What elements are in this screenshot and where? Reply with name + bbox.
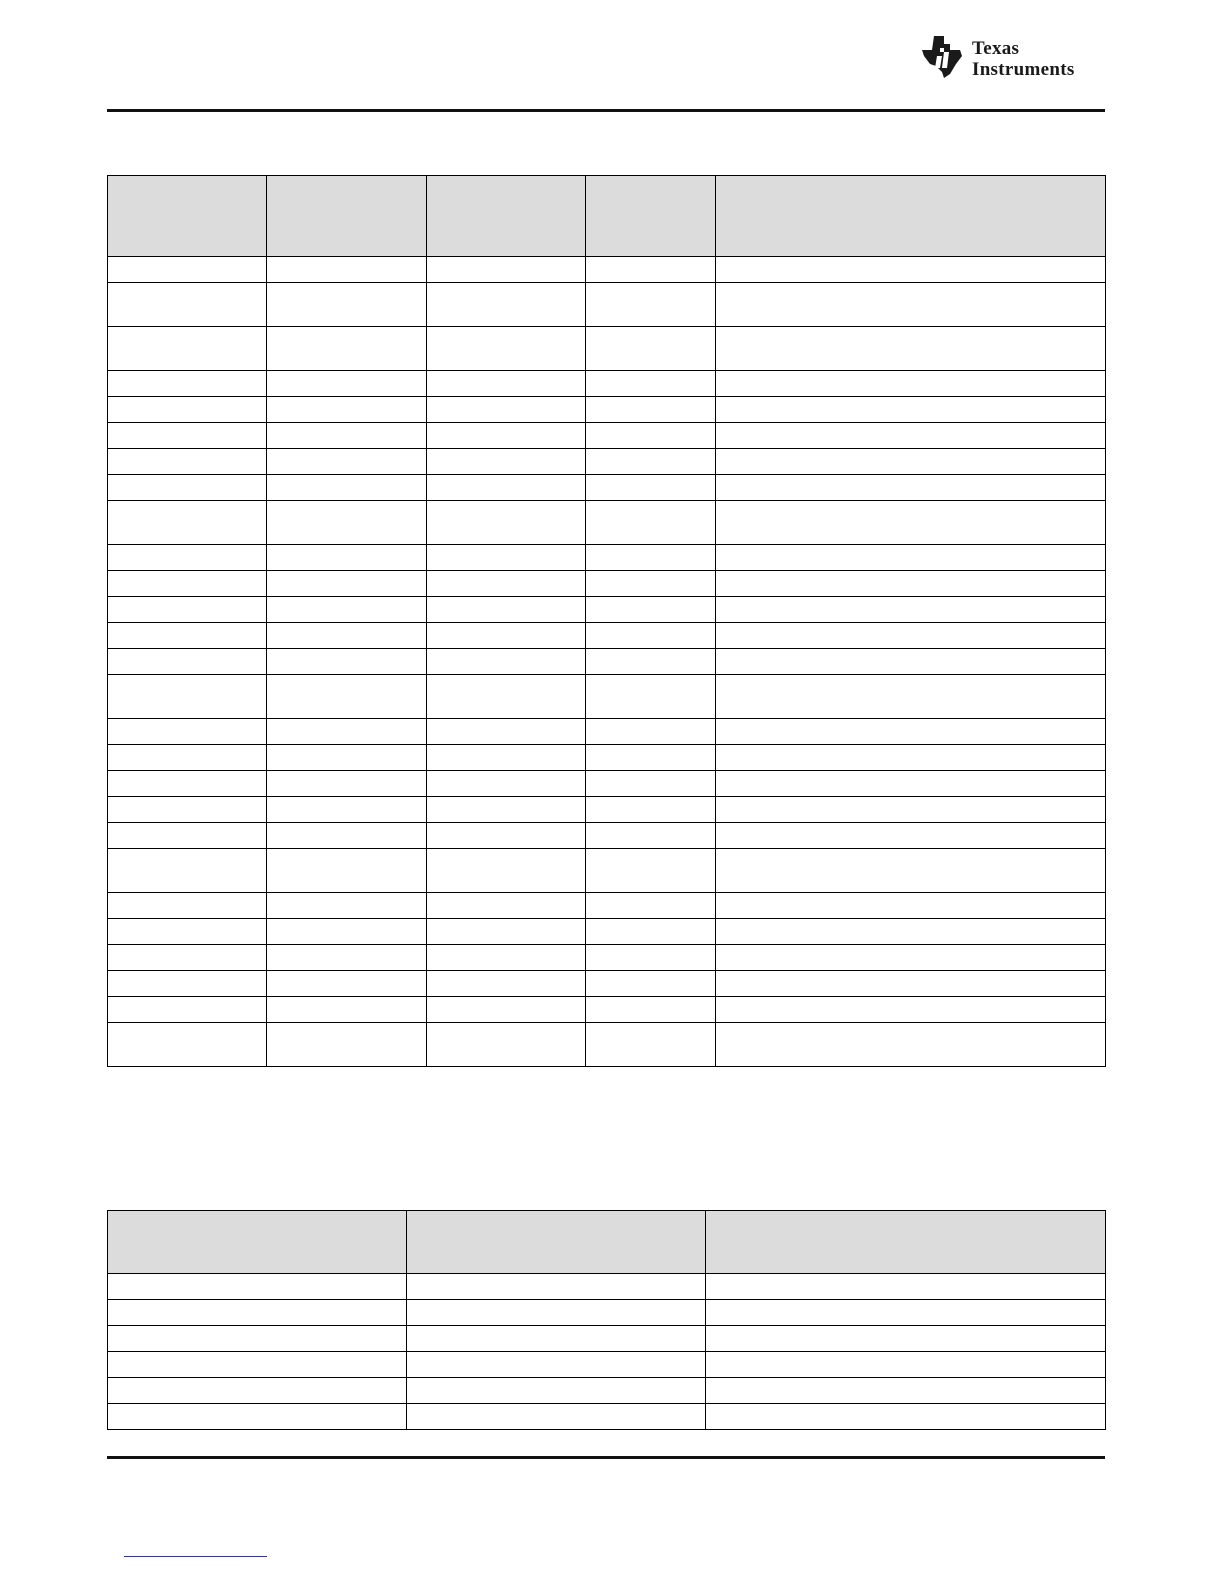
table-cell: [267, 893, 427, 919]
table-cell: [267, 501, 427, 545]
table-cell: [407, 1274, 706, 1300]
table-cell: [586, 623, 716, 649]
table-cell: [716, 919, 1106, 945]
table-row: [108, 1404, 1106, 1430]
table-cell: [267, 745, 427, 771]
table-cell: [586, 501, 716, 545]
table-cell: [716, 449, 1106, 475]
table-row: [108, 1378, 1106, 1404]
table-cell: [586, 797, 716, 823]
table-header-row: [108, 1211, 1106, 1274]
table-cell: [108, 919, 267, 945]
table-cell: [586, 919, 716, 945]
table-row: [108, 501, 1106, 545]
table-row: [108, 283, 1106, 327]
table-cell: [586, 971, 716, 997]
table-cell: [267, 423, 427, 449]
table-cell: [427, 397, 586, 423]
table-cell: [716, 797, 1106, 823]
table-cell: [108, 893, 267, 919]
table-cell: [267, 919, 427, 945]
table-cell: [716, 945, 1106, 971]
table-cell: [108, 257, 267, 283]
column-header: [108, 176, 267, 257]
table-row: [108, 597, 1106, 623]
table-cell: [267, 997, 427, 1023]
table-cell: [267, 849, 427, 893]
table-cell: [108, 597, 267, 623]
table-cell: [427, 327, 586, 371]
table-cell: [586, 823, 716, 849]
table-cell: [427, 283, 586, 327]
table-cell: [267, 597, 427, 623]
table-cell: [427, 719, 586, 745]
table-cell: [267, 475, 427, 501]
table-cell: [716, 997, 1106, 1023]
table-cell: [108, 1326, 407, 1352]
table-row: [108, 475, 1106, 501]
table-cell: [586, 449, 716, 475]
column-header: [586, 176, 716, 257]
table-row: [108, 423, 1106, 449]
table-body: [108, 257, 1106, 1067]
table-cell: [586, 849, 716, 893]
table-cell: [586, 545, 716, 571]
column-header: [407, 1211, 706, 1274]
table-row: [108, 797, 1106, 823]
column-header: [706, 1211, 1106, 1274]
table-cell: [427, 449, 586, 475]
table-row: [108, 371, 1106, 397]
column-header: [108, 1211, 407, 1274]
table-cell: [108, 1023, 267, 1067]
table-row: [108, 893, 1106, 919]
table-cell: [427, 945, 586, 971]
table-cell: [716, 501, 1106, 545]
data-table-2: [107, 1210, 1106, 1430]
table-header-row: [108, 176, 1106, 257]
table-cell: [706, 1352, 1106, 1378]
table-cell: [267, 449, 427, 475]
table-row: [108, 449, 1106, 475]
table-cell: [108, 1404, 407, 1430]
table-cell: [586, 283, 716, 327]
table-cell: [108, 501, 267, 545]
table-row: [108, 719, 1106, 745]
table-cell: [427, 571, 586, 597]
table-cell: [716, 893, 1106, 919]
table-row: [108, 771, 1106, 797]
table-cell: [427, 797, 586, 823]
table-cell: [108, 397, 267, 423]
table-cell: [108, 649, 267, 675]
table-cell: [427, 971, 586, 997]
table-body: [108, 1274, 1106, 1430]
table-cell: [586, 771, 716, 797]
table-cell: [267, 797, 427, 823]
table-cell: [716, 771, 1106, 797]
table-row: [108, 257, 1106, 283]
table-cell: [108, 623, 267, 649]
table-cell: [586, 597, 716, 623]
table-cell: [586, 571, 716, 597]
table-cell: [716, 745, 1106, 771]
table-row: [108, 1352, 1106, 1378]
table-row: [108, 745, 1106, 771]
table-cell: [427, 823, 586, 849]
table-cell: [267, 283, 427, 327]
table-cell: [108, 475, 267, 501]
table-cell: [267, 649, 427, 675]
table-cell: [427, 501, 586, 545]
table-cell: [108, 283, 267, 327]
table-row: [108, 823, 1106, 849]
table-cell: [427, 423, 586, 449]
ti-state-icon: [920, 34, 966, 80]
table-cell: [706, 1404, 1106, 1430]
table-cell: [716, 545, 1106, 571]
table-cell: [716, 283, 1106, 327]
table-cell: [716, 571, 1106, 597]
table-cell: [108, 371, 267, 397]
logo-text-line1: Texas: [972, 38, 1020, 59]
table-cell: [108, 771, 267, 797]
table-cell: [716, 423, 1106, 449]
table-cell: [427, 545, 586, 571]
table-cell: [586, 649, 716, 675]
table-cell: [108, 997, 267, 1023]
table-cell: [108, 423, 267, 449]
table-cell: [407, 1378, 706, 1404]
table-cell: [267, 971, 427, 997]
table-row: [108, 945, 1106, 971]
table-cell: [407, 1300, 706, 1326]
table-row: [108, 649, 1106, 675]
table-cell: [108, 745, 267, 771]
table-cell: [108, 1352, 407, 1378]
table-cell: [108, 1300, 407, 1326]
table-cell: [407, 1326, 706, 1352]
table-cell: [716, 371, 1106, 397]
ti-logo: [920, 34, 1110, 82]
table-cell: [108, 1378, 407, 1404]
table-cell: [586, 397, 716, 423]
table-cell: [716, 597, 1106, 623]
table-row: [108, 571, 1106, 597]
table-cell: [267, 545, 427, 571]
table-cell: [706, 1378, 1106, 1404]
column-header: [427, 176, 586, 257]
footer-rule: [107, 1456, 1105, 1459]
table-cell: [586, 327, 716, 371]
table-cell: [586, 945, 716, 971]
table-cell: [427, 649, 586, 675]
column-header: [267, 176, 427, 257]
table-cell: [716, 623, 1106, 649]
table-cell: [267, 327, 427, 371]
table-cell: [108, 797, 267, 823]
table-row: [108, 327, 1106, 371]
table-cell: [427, 371, 586, 397]
table-cell: [716, 257, 1106, 283]
table-cell: [586, 423, 716, 449]
table-cell: [716, 649, 1106, 675]
table-cell: [586, 371, 716, 397]
table-row: [108, 397, 1106, 423]
table-cell: [586, 719, 716, 745]
table-cell: [716, 719, 1106, 745]
table-cell: [706, 1274, 1106, 1300]
table-cell: [108, 945, 267, 971]
table-row: [108, 675, 1106, 719]
table-cell: [716, 971, 1106, 997]
table-cell: [267, 623, 427, 649]
table-cell: [427, 997, 586, 1023]
table-cell: [267, 1023, 427, 1067]
table-cell: [586, 675, 716, 719]
table-cell: [586, 1023, 716, 1067]
table-row: [108, 997, 1106, 1023]
table-cell: [108, 1274, 407, 1300]
table-cell: [716, 849, 1106, 893]
table-cell: [427, 771, 586, 797]
table-row: [108, 1326, 1106, 1352]
table-cell: [427, 675, 586, 719]
table-cell: [108, 675, 267, 719]
table-cell: [586, 475, 716, 501]
header-rule: [107, 109, 1105, 112]
table-cell: [427, 257, 586, 283]
table-cell: [716, 475, 1106, 501]
table-cell: [267, 771, 427, 797]
table-cell: [108, 823, 267, 849]
table-cell: [427, 475, 586, 501]
table-cell: [586, 745, 716, 771]
table-cell: [716, 823, 1106, 849]
table-cell: [267, 823, 427, 849]
logo-text-line2: Instruments: [972, 59, 1075, 80]
table-row: [108, 623, 1106, 649]
table-row: [108, 971, 1106, 997]
table-cell: [108, 449, 267, 475]
table-row: [108, 1023, 1106, 1067]
table-cell: [267, 371, 427, 397]
table-row: [108, 545, 1106, 571]
table-row: [108, 849, 1106, 893]
table-row: [108, 1300, 1106, 1326]
table-cell: [267, 675, 427, 719]
table-cell: [108, 971, 267, 997]
table-cell: [108, 545, 267, 571]
table-cell: [427, 745, 586, 771]
table-cell: [267, 571, 427, 597]
table-cell: [586, 893, 716, 919]
table-cell: [716, 397, 1106, 423]
footer-link[interactable]: [124, 1556, 267, 1557]
table-cell: [267, 719, 427, 745]
table-cell: [427, 893, 586, 919]
data-table-1: [107, 175, 1106, 1067]
table-cell: [427, 1023, 586, 1067]
table-cell: [267, 397, 427, 423]
table-cell: [108, 571, 267, 597]
table-cell: [108, 327, 267, 371]
table-cell: [586, 257, 716, 283]
table-cell: [427, 623, 586, 649]
table-cell: [427, 849, 586, 893]
column-header: [716, 176, 1106, 257]
table-row: [108, 919, 1106, 945]
table-cell: [427, 597, 586, 623]
table-cell: [716, 327, 1106, 371]
table-cell: [267, 945, 427, 971]
table-cell: [427, 919, 586, 945]
table-cell: [108, 849, 267, 893]
table-cell: [407, 1404, 706, 1430]
table-cell: [706, 1326, 1106, 1352]
table-row: [108, 1274, 1106, 1300]
table-cell: [407, 1352, 706, 1378]
table-cell: [267, 257, 427, 283]
table-cell: [706, 1300, 1106, 1326]
table-cell: [108, 719, 267, 745]
table-cell: [716, 1023, 1106, 1067]
table-cell: [716, 675, 1106, 719]
table-cell: [586, 997, 716, 1023]
